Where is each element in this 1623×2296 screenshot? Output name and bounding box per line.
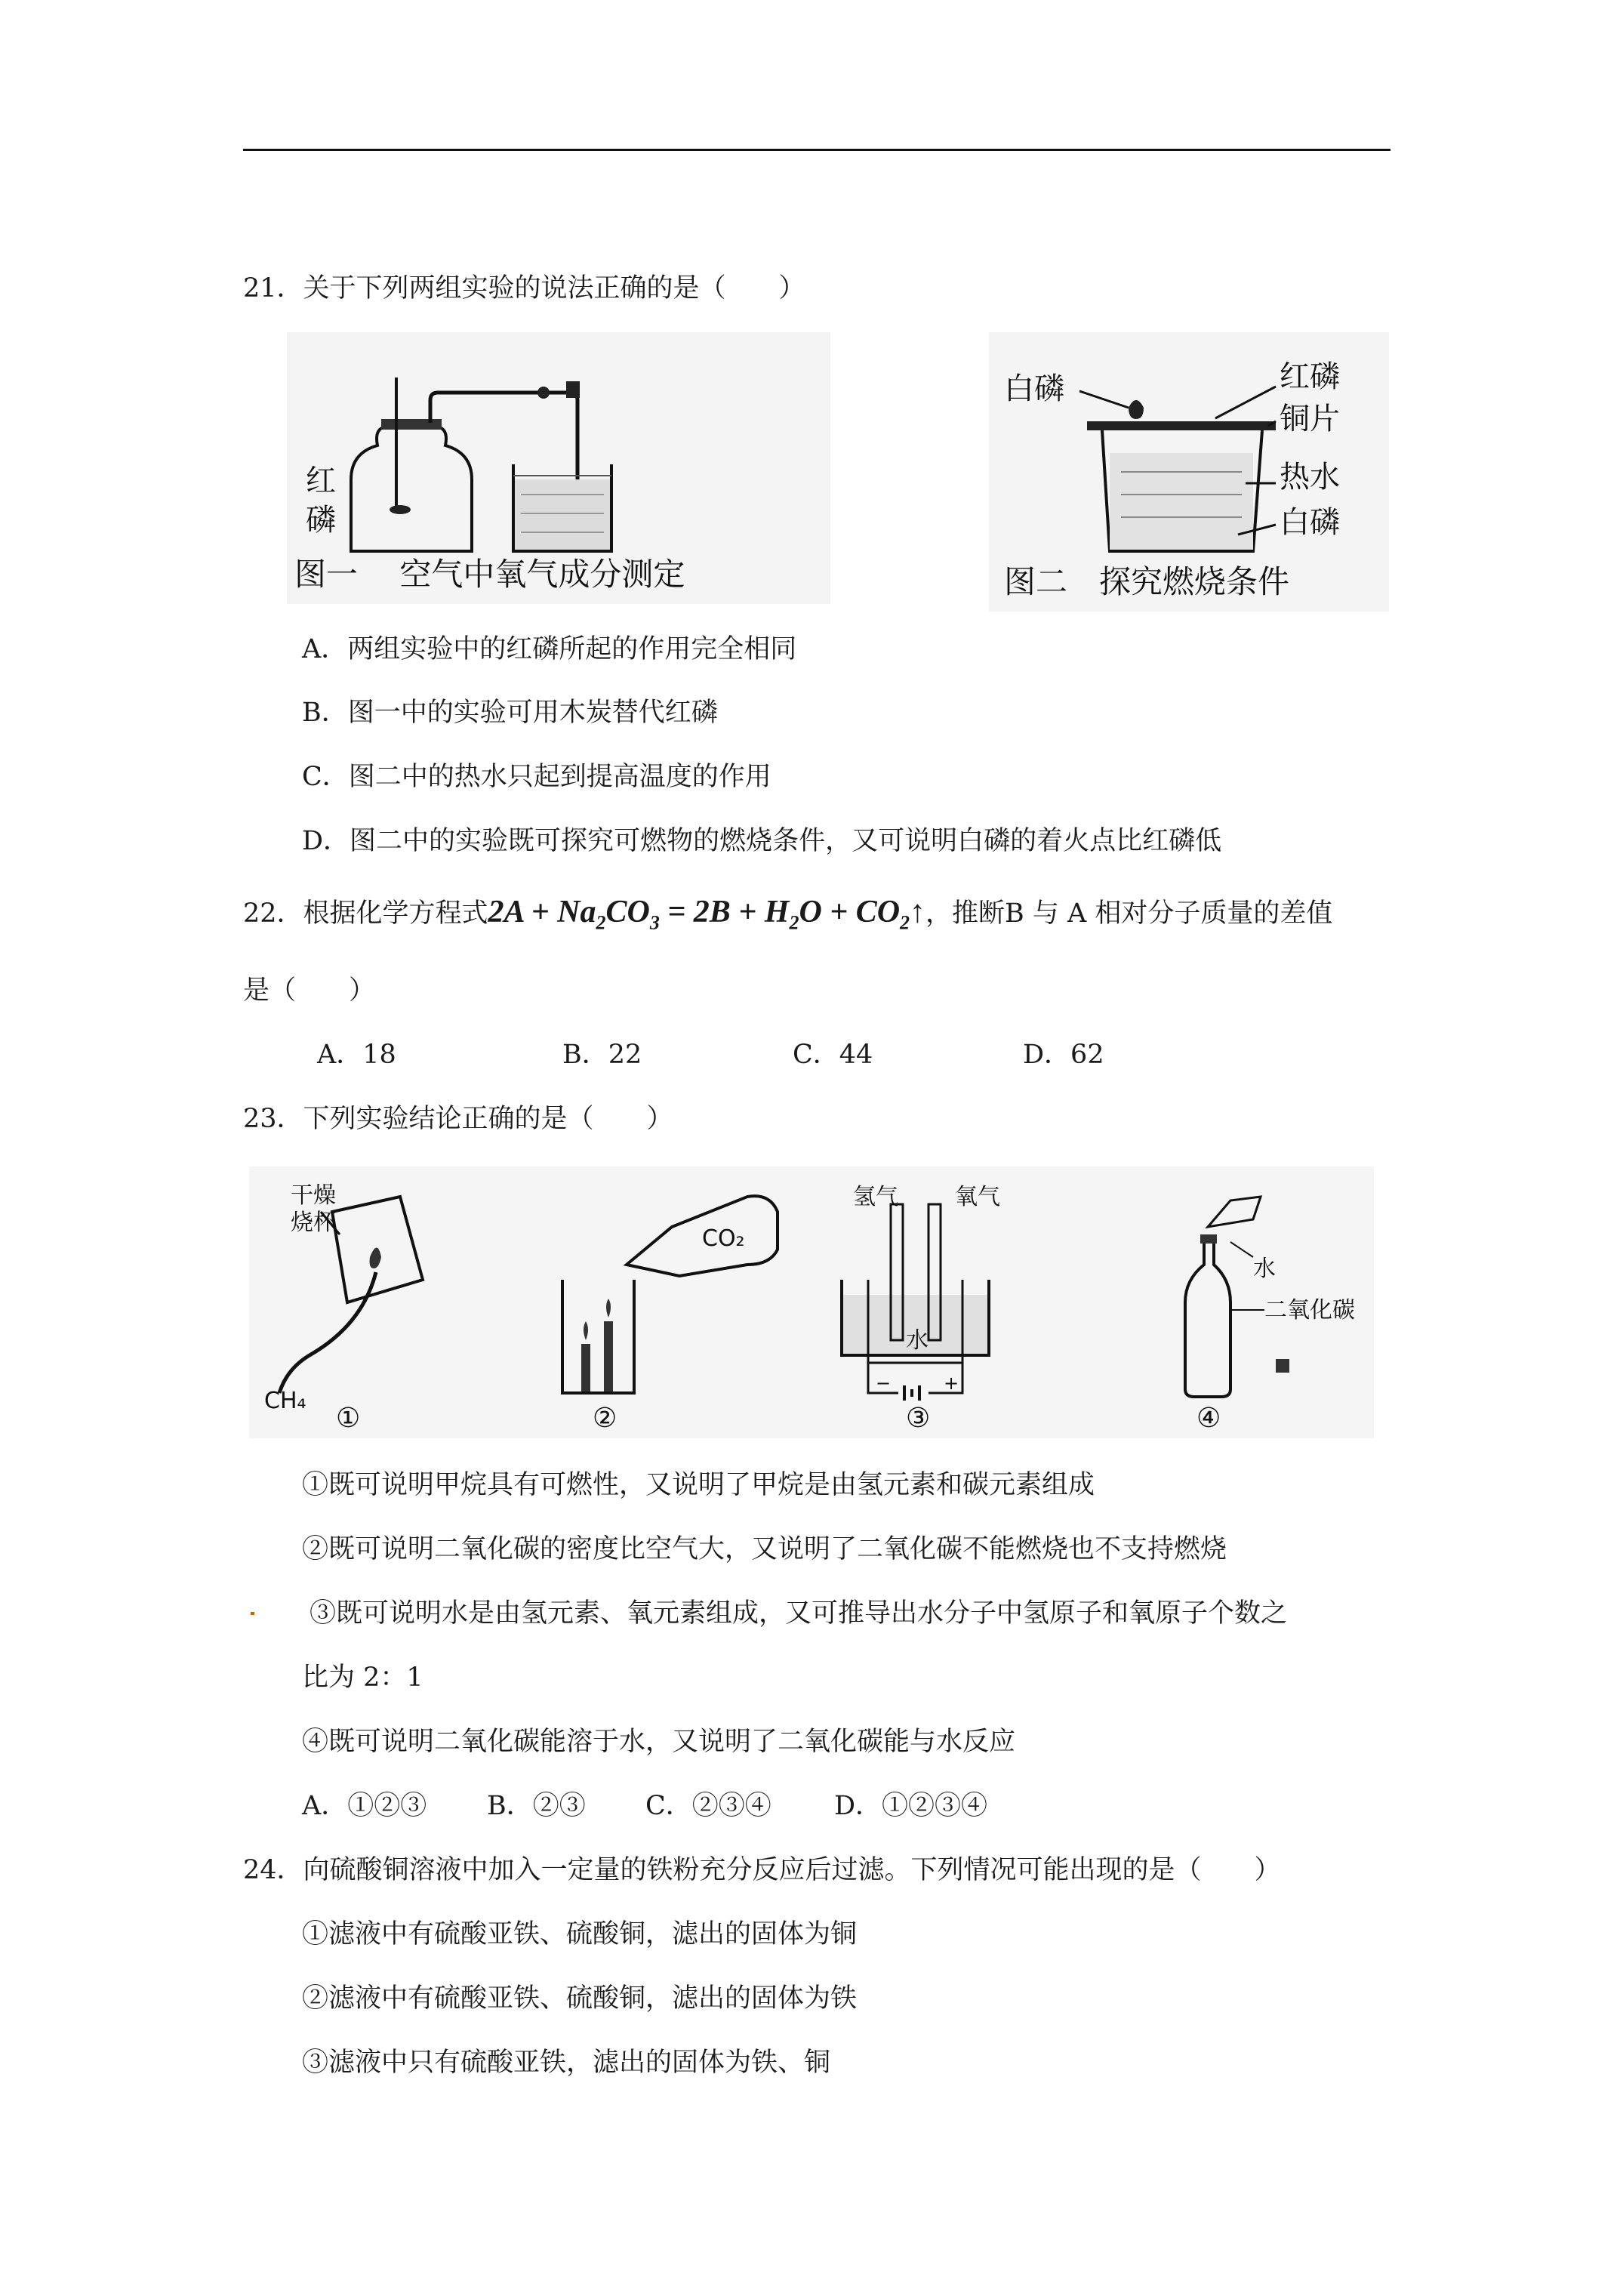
q23-option-b: B．②③ — [487, 1791, 586, 1821]
svg-text:+: + — [944, 1373, 959, 1394]
svg-text:氧气: 氧气 — [955, 1184, 1000, 1210]
q23-option-d: D．①②③④ — [834, 1791, 988, 1821]
q22-prefix: 22．根据化学方程式 — [243, 898, 488, 929]
q23-statement-3: ③既可说明水是由氢元素、氧元素组成，又可推导出水分子中氢原子和氧原子个数之 — [310, 1598, 1288, 1629]
label-hot-water: 热水 — [1280, 460, 1340, 495]
q21-option-c: C．图二中的热水只起到提高温度的作用 — [302, 762, 771, 792]
svg-text:−: − — [876, 1373, 892, 1394]
q23-option-a: A．①②③ — [302, 1791, 427, 1821]
figure-2-caption: 图二 探究燃烧条件 — [1004, 563, 1290, 600]
svg-text:①: ① — [336, 1403, 361, 1434]
q21-option-a: A．两组实验中的红磷所起的作用完全相同 — [302, 634, 797, 664]
q24-statement-3: ③滤液中只有硫酸亚铁，滤出的固体为铁、铜 — [302, 2048, 831, 2078]
label-copper: 铜片 — [1280, 402, 1340, 436]
q22-option-a: A．18 — [317, 1040, 396, 1070]
svg-text:③: ③ — [906, 1403, 931, 1434]
q23-statement-2: ②既可说明二氧化碳的密度比空气大，又说明了二氧化碳不能燃烧也不支持燃烧 — [302, 1534, 1227, 1564]
svg-text:干燥: 干燥 — [291, 1182, 336, 1209]
label-phosphorus: 磷 — [306, 503, 336, 538]
q23-statement-1: ①既可说明甲烷具有可燃性，又说明了甲烷是由氢元素和碳元素组成 — [302, 1470, 1095, 1500]
q21-option-d: D．图二中的实验既可探究可燃物的燃烧条件，又可说明白磷的着火点比红磷低 — [302, 826, 1222, 856]
q22-suffix: ，推断B 与 A 相对分子质量的差值 — [925, 898, 1333, 929]
svg-text:水: 水 — [1253, 1256, 1276, 1282]
svg-text:烧杯: 烧杯 — [291, 1210, 336, 1236]
svg-text:水: 水 — [906, 1327, 929, 1354]
q21-stem: 21．关于下列两组实验的说法正确的是（ ） — [243, 273, 805, 304]
label-white-phosphorus-bottom: 白磷 — [1280, 505, 1340, 540]
header-rule — [243, 149, 1390, 151]
q22-stem-line2: 是（ ） — [243, 975, 376, 1006]
figure-1-caption: 图一 空气中氧气成分测定 — [294, 556, 685, 593]
label-red-phosphorus: 红磷 — [1280, 359, 1340, 394]
svg-text:氢气: 氢气 — [853, 1184, 898, 1210]
q22-option-b: B．22 — [562, 1040, 642, 1070]
q23-figures — [249, 1166, 1374, 1438]
q23-option-c: C．②③④ — [645, 1791, 771, 1821]
label-red: 红 — [306, 464, 336, 498]
q21-figure-2 — [989, 332, 1389, 612]
q24-statement-2: ②滤液中有硫酸亚铁、硫酸铜，滤出的固体为铁 — [302, 1983, 858, 2014]
q23-statement-3-cont: 比为 2：1 — [302, 1663, 423, 1693]
chemical-equation: $2A + Na_2CO_3 = 2B + H_2O$ + $CO_2↑$ — [488, 895, 926, 934]
label-white-phosphorus-top: 白磷 — [1004, 371, 1064, 406]
q23-statement-4: ④既可说明二氧化碳能溶于水，又说明了二氧化碳能与水反应 — [302, 1727, 1016, 1757]
q24-statement-1: ①滤液中有硫酸亚铁、硫酸铜，滤出的固体为铜 — [302, 1919, 858, 1949]
svg-text:CH₄: CH₄ — [264, 1388, 306, 1414]
q21-figure-1 — [287, 332, 830, 604]
q23-stem: 23．下列实验结论正确的是（ ） — [243, 1104, 673, 1134]
svg-text:②: ② — [593, 1403, 617, 1434]
q24-stem: 24．向硫酸铜溶液中加入一定量的铁粉充分反应后过滤。下列情况可能出现的是（ ） — [243, 1855, 1281, 1885]
q21-option-b: B．图一中的实验可用木炭替代红磷 — [302, 698, 718, 728]
q22-option-c: C．44 — [793, 1040, 873, 1070]
q22-stem — [243, 895, 1332, 939]
svg-text:④: ④ — [1196, 1403, 1221, 1434]
svg-text:二氧化碳: 二氧化碳 — [1264, 1297, 1355, 1324]
q22-option-d: D．62 — [1023, 1040, 1104, 1070]
svg-text:CO₂: CO₂ — [702, 1225, 745, 1252]
stray-mark — [251, 1612, 254, 1615]
